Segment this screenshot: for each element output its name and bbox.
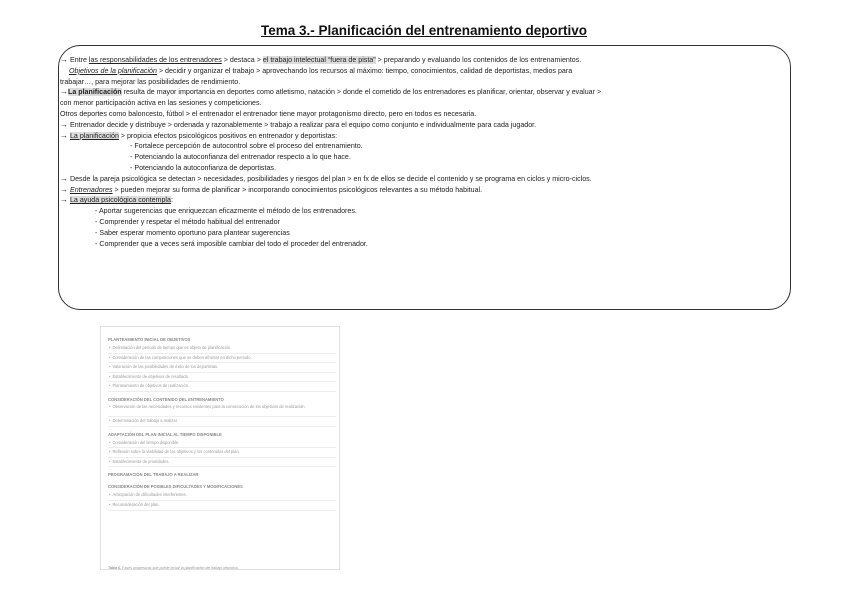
table-item: • Determinación del trabajo a realizar. [108,417,336,427]
table-item: • Reflexión sobre la viabilidad de los objetivos y los contenidos del plan. [108,448,336,458]
table-item: • Reconsideración del plan. [108,501,336,511]
note-line-5: con menor participación activa en las sesiones y competiciones. [60,99,262,108]
table-item: • Observación de las necesidades y recursos existentes para la consecución de los objetivos de realización. [108,404,336,417]
note-line-2: Objetivos de la planificación > decidir y organizar el trabajo > aprovechando los recursos al máximo: tiempo, conocimientos, calidad de deportistas, medios para [69,66,573,75]
table-heading: ADAPTACIÓN DEL PLAN INICIAL AL TIEMPO DISPONIBLE [108,431,222,437]
note-line-7: → Entrenador decide y distribuye > ordenada y razonablemente > trabajo a realizar para el equipo como conjunto e individualmente para cada jugador. [60,119,537,129]
table-item: • Valoración de las posibilidades de éxito de los deportistas. [108,363,336,373]
table-image [108,332,336,511]
table-heading: PROGRAMACIÓN DEL TRABAJO A REALIZAR [108,472,199,478]
arrow-icon: → [60,87,68,97]
table-caption: Tabla 6. Fases progresivas que puede incluir la planificación del trabajo deportivo. [108,566,239,570]
note-line-16: - Comprender y respetar el método habitual del entrenador [95,217,280,226]
note-line-10: - Potenciando la autoconfianza del entrenador respecto a lo que hace. [130,153,351,162]
arrow-icon: → [60,184,68,194]
note-line-18: - Comprender que a veces será imposible cambiar del todo el proceder del entrenador. [95,239,368,248]
note-line-14: → La ayuda psicológica contempla: [60,195,173,205]
note-line-11: - Potenciando la autoconfianza de deportistas. [130,163,276,172]
table-item: • Establecimiento de objetivos de resultado. [108,373,336,383]
note-line-4: →La planificación resulta de mayor importancia en deportes como atletismo, natación > donde el cometido de los entrenadores es planificar, orientar, observar y evaluar > [60,87,602,97]
note-line-3: trabajar…, para mejorar las posibilidades de rendimiento. [60,77,241,86]
note-line-6: Otros deportes como baloncesto, fútbol > el entrenador el entrenador tiene mayor protagonismo directo, pero en todos es necesaria. [60,109,477,118]
page-title: Tema 3.- Planificación del entrenamiento deportivo [260,23,588,38]
note-line-8: → La planificación > propicia efectos psicológicos positivos en entrenador y deportistas: [60,130,338,140]
table-item: • Consideración del tiempo disponible. [108,439,336,449]
table-heading: CONSIDERACIÓN DE POSIBLES DIFICULTADES Y MODIFICACIONES [108,484,243,490]
note-line-1: → Entre las responsabilidades de los entrenadores > destaca > el trabajo intelectual “fuera de pista” > preparando y evaluando los contenidos de los entrenamientos. [60,55,582,64]
note-line-17: - Saber esperar momento oportuno para plantear sugerencias [95,228,290,237]
arrow-icon: → [60,173,68,183]
table-item: • Anticipación de dificultades interferentes. [108,491,336,501]
table-item: • Consideración de las competiciones que se deben afrontar en dicho periodo. [108,354,336,364]
notes-body [60,55,788,249]
table-item: • Planteamiento de objetivos de realización. [108,382,336,392]
arrow-icon: → [60,119,68,129]
table-heading: PLANTEAMIENTO INICIAL DE OBJETIVOS [108,337,191,342]
arrow-icon: → [60,195,68,205]
note-line-15: - Aportar sugerencias que enriquezcan eficazmente el método de los entrenadores. [95,207,357,216]
note-line-9: - Fortalece percepción de autocontrol sobre el proceso del entrenamiento. [130,142,363,151]
arrow-icon: → [60,55,68,64]
table-heading: CONSIDERACIÓN DEL CONTENIDO DEL ENTRENAMIENTO [108,396,224,402]
arrow-icon: → [60,130,68,140]
table-item: • Establecimiento de prioridades. [108,458,336,468]
table-item: • Delimitación del periodo de tiempo que es objeto de planificación. [108,344,336,354]
note-line-12: → Desde la pareja psicológica se detectan > necesidades, posibilidades y riesgos del plan > en fx de ellos se decide el contenido y se programa en ciclos y micro-ciclos. [60,173,592,183]
note-line-13: → Entrenadores > pueden mejorar su forma de planificar > incorporando conocimientos psicológicos relevantes a su método habitual. [60,184,483,194]
